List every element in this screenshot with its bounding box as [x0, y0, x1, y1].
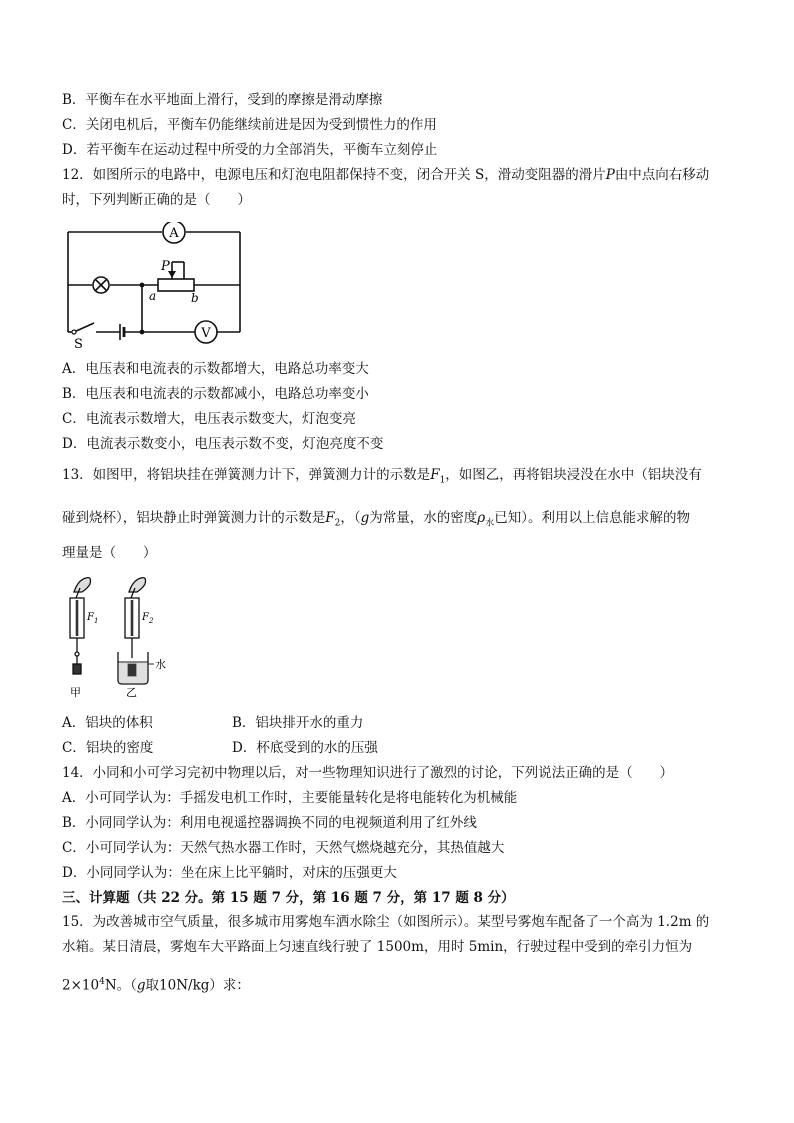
label-yi: 乙 — [126, 686, 137, 699]
q15-line2: 水箱。某日清晨，雾炮车大平路面上匀速直线行驶了 1500m，用时 5min，行驶过程中受到的牵引力恒为 — [62, 939, 693, 955]
q13-stem-line1: 13．如图甲，将铝块挂在弹簧测力计下，弹簧测力计的示数是$F_1$，如图乙，再将铝块浸没在水中（铝块没有 — [62, 467, 702, 486]
water-label: 水 — [155, 658, 166, 671]
slider-label: P — [161, 259, 170, 274]
q15-line1: 15．为改善城市空气质量，很多城市用雾炮车洒水除尘（如图所示）。某型号雾炮车配备了一个高为 1.2m 的 — [62, 914, 710, 930]
q13-option-c: C．铝块的密度 — [62, 740, 154, 756]
end-a-label: a — [149, 289, 157, 303]
end-b-label: b — [191, 291, 199, 305]
q11-option-d: D．若平衡车在运动过程中所受的力全部消失，平衡车立刻停止 — [62, 142, 438, 158]
q15-line3: $2\times 10^4N$。（g取10N/kg）求： — [62, 977, 250, 994]
q13-option-b: B．铝块排开水的重力 — [232, 715, 364, 731]
q12-option-a: A．电压表和电流表的示数都增大，电路总功率变大 — [62, 361, 369, 377]
q14-option-c: C．小可同学认为：天然气热水器工作时，天然气燃烧越充分，其热值越大 — [62, 840, 505, 856]
q13-option-a: A．铝块的体积 — [62, 715, 153, 731]
f1-label: $F_1$ — [87, 612, 99, 625]
q14-option-d: D．小同同学认为：坐在床上比平躺时，对床的压强更大 — [62, 865, 397, 881]
q14-option-a: A．小可同学认为：手摇发电机工作时，主要能量转化是将电能转化为机械能 — [62, 790, 518, 806]
q12-stem-line1: 12．如图所示的电路中，电源电压和灯泡电阻都保持不变，闭合开关 S，滑动变阻器的滑片P由中点向右移动 — [62, 167, 710, 183]
section-heading: 三、计算题（共 22 分。第 15 题 7 分，第 16 题 7 分，第 17 题 8 分） — [62, 890, 515, 906]
q12-option-c: C．电流表示数增大，电压表示数变大，灯泡变亮 — [62, 411, 356, 427]
q11-option-b: B．平衡车在水平地面上滑行，受到的摩擦是滑动摩擦 — [62, 92, 383, 108]
q12-circuit-diagram — [60, 222, 250, 350]
q12-option-b: B．电压表和电流表的示数都减小，电路总功率变小 — [62, 386, 369, 402]
label-jia: 甲 — [70, 686, 81, 699]
q12-option-d: D．电流表示数变小，电压表示数不变，灯泡亮度不变 — [62, 436, 384, 452]
q13-stem-line3: 理量是（ ） — [62, 545, 157, 561]
q11-option-c: C．关闭电机后，平衡车仍能继续前进是因为受到惯性力的作用 — [62, 117, 437, 133]
q13-stem-line2: 碰到烧杯），铝块静止时弹簧测力计的示数是$F_2$，（g为常量，水的密度$\rho_水$已知）。利用以上信息能求解的物 — [62, 510, 690, 529]
switch-label: S — [74, 337, 83, 350]
q13-option-d: D．杯底受到的水的压强 — [232, 740, 378, 756]
q13-spring-scale-diagram — [60, 572, 170, 702]
voltmeter-label: V — [201, 326, 211, 341]
q14-option-b: B．小同同学认为：利用电视遥控器调换不同的电视频道利用了红外线 — [62, 815, 477, 831]
ammeter-label: A — [169, 226, 179, 241]
q12-stem-line2: 时，下列判断正确的是（ ） — [62, 192, 251, 208]
q14-stem: 14．小同和小可学习完初中物理以后，对一些物理知识进行了激烈的讨论，下列说法正确的是（ ） — [62, 765, 674, 781]
f2-label: $F_2$ — [142, 612, 154, 625]
